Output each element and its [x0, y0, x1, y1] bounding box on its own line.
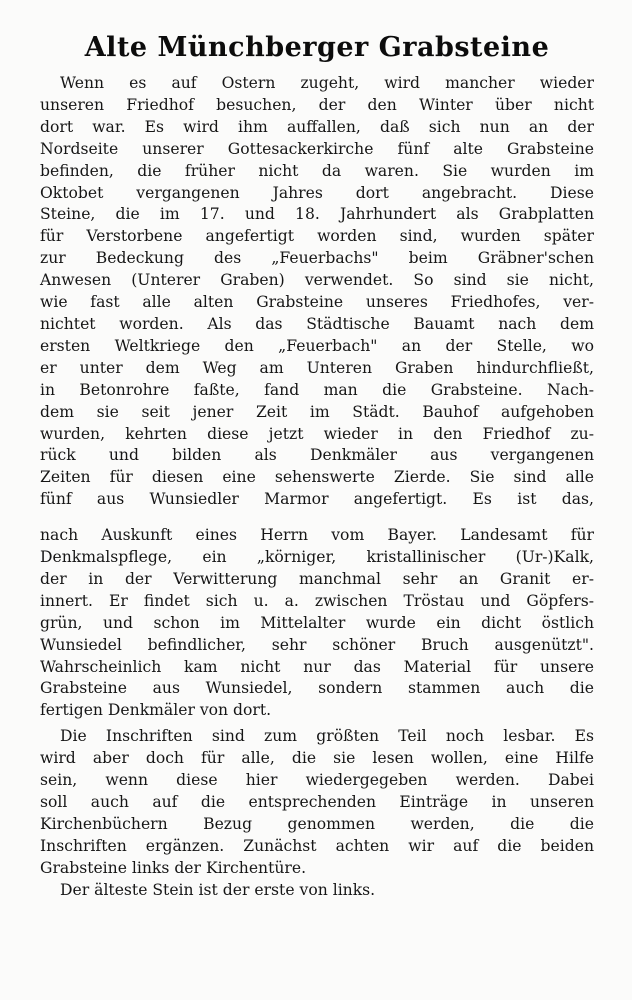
text-line: Grabsteine aus Wunsiedel, sondern stammen auch die: [40, 679, 594, 698]
text-line: wurden, kehrten diese jetzt wieder in den Friedhof zu-: [40, 424, 594, 443]
text-line: Kirchenbüchern Bezug genommen werden, die die: [40, 814, 594, 833]
text-line: rück und bilden als Denkmäler aus vergangenen: [40, 446, 594, 465]
text-line: Denkmalspflege, ein „körniger, kristallinischer (Ur-)Kalk,: [40, 548, 594, 567]
text-line: zur Bedeckung des „Feuerbachs" beim Gräbner'schen: [40, 249, 594, 268]
text-line: Die Inschriften sind zum größten Teil noch lesbar. Es: [60, 727, 594, 746]
text-line: ersten Weltkriege den „Feuerbach" an der Stelle, wo: [40, 336, 594, 355]
text-line: sein, wenn diese hier wiedergegeben werden. Dabei: [40, 771, 594, 790]
text-line: Inschriften ergänzen. Zunächst achten wir auf die beiden: [40, 836, 594, 855]
text-line: der in der Verwitterung manchmal sehr an Granit er-: [40, 569, 594, 588]
text-line: Steine, die im 17. und 18. Jahrhundert als Grabplatten: [40, 205, 594, 224]
text-line: grün, und schon im Mittelalter wurde ein dicht östlich: [40, 613, 594, 632]
text-line: nichtet worden. Als das Städtische Bauamt nach dem: [40, 314, 594, 333]
text-line: Wenn es auf Ostern zugeht, wird mancher wieder: [60, 74, 594, 92]
text-line: Oktobet vergangenen Jahres dort angebracht. Diese: [40, 183, 594, 202]
paragraph-2: [40, 525, 594, 722]
text-line: innert. Er findet sich u. a. zwischen Tröstau und Göpfers-: [40, 591, 594, 610]
text-line: soll auch auf die entsprechenden Einträge in unseren: [40, 793, 594, 811]
text-line: unseren Friedhof besuchen, der den Winter über nicht: [40, 95, 594, 114]
text-line: nach Auskunft eines Herrn vom Bayer. Landesamt für: [40, 526, 594, 545]
article-title: Alte Münchberger Grabsteine: [84, 32, 550, 63]
text-line: fertigen Denkmäler von dort.: [40, 701, 272, 720]
paragraph-4: [40, 880, 594, 902]
text-line: fünf aus Wunsiedler Marmor angefertigt. Es ist das,: [40, 490, 594, 509]
text-line: Wunsiedel befindlicher, sehr schöner Bruch ausgenützt".: [40, 635, 594, 654]
text-line: für Verstorbene angefertigt worden sind, wurden später: [40, 227, 594, 246]
text-line: Wahrscheinlich kam nicht nur das Material für unsere: [40, 657, 594, 676]
text-line: wie fast alle alten Grabsteine unseres Friedhofes, ver-: [40, 293, 594, 312]
text-line: Grabsteine links der Kirchentüre.: [40, 858, 307, 877]
text-line: Der älteste Stein ist der erste von links.: [60, 880, 376, 899]
text-line: dort war. Es wird ihm auffallen, daß sich nun an der: [40, 117, 594, 136]
text-line: Zeiten für diesen eine sehenswerte Zierde. Sie sind alle: [40, 468, 594, 487]
text-line: befinden, die früher nicht da waren. Sie wurden im: [40, 161, 594, 180]
text-line: Nordseite unserer Gottesackerkirche fünf alte Grabsteine: [40, 139, 594, 158]
text-line: Anwesen (Unterer Graben) verwendet. So sind sie nicht,: [40, 271, 594, 290]
column-break-gap: [40, 511, 594, 525]
text-line: in Betonrohre faßte, fand man die Grabsteine. Nach-: [40, 380, 594, 399]
text-line: dem sie seit jener Zeit im Städt. Bauhof aufgehoben: [40, 402, 594, 421]
text-line: wird aber doch für alle, die sie lesen wollen, eine Hilfe: [40, 749, 594, 768]
text-line: er unter dem Weg am Unteren Graben hindurchfließt,: [40, 358, 594, 377]
paragraph-3: [40, 726, 594, 879]
paragraph-1: [40, 73, 594, 511]
